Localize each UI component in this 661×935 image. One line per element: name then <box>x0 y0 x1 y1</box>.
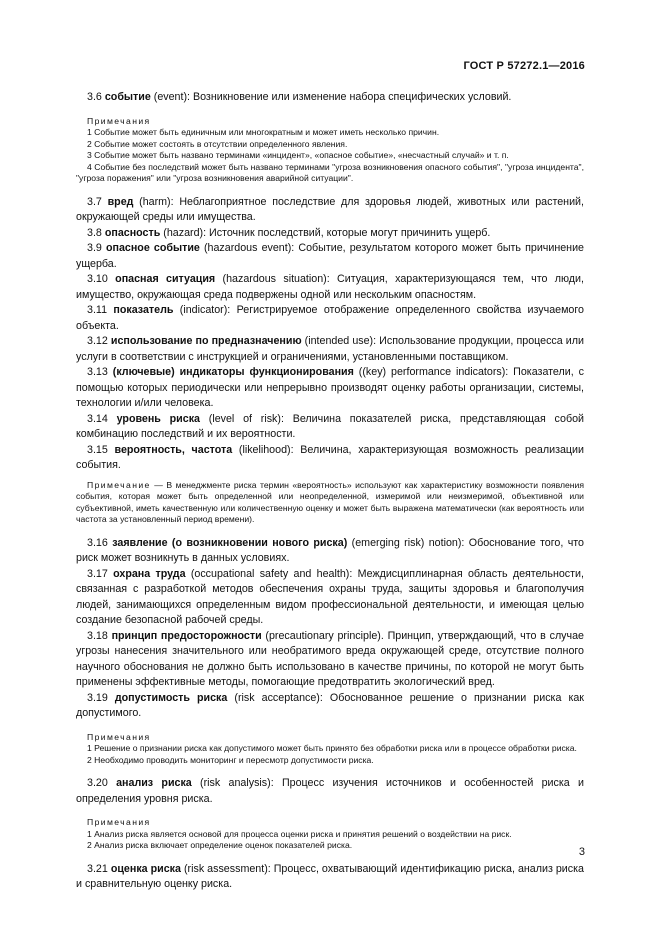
definition-paragraph <box>76 567 584 629</box>
clause-number: 3.12 <box>87 335 108 347</box>
spacer <box>76 807 584 817</box>
definition-text: (event): Возникновение или изменение набора специфических условий. <box>150 91 512 103</box>
term: использование по предназначению <box>110 335 302 347</box>
clause-number: 3.16 <box>87 536 108 549</box>
definition-text: (emerging risk) notion): Обоснование того, что риск может возникнуть в данных условиях. <box>76 536 584 564</box>
notes-heading: Примечания <box>87 731 151 742</box>
document-body <box>76 90 584 893</box>
definition-paragraph <box>76 691 584 722</box>
note-item: 2 Анализ риска включает определение оценок показателей риска. <box>87 840 353 850</box>
definition-text: ((key) performance indicators): Показатели, с помощью которых периодически или непрерывно производят оценку работы организации, системы, технологии и/или человека. <box>76 366 584 409</box>
note-item: 1 Решение о признании риска как допустимого может быть принято без обработки риска или в процессе обработки риска. <box>87 743 577 753</box>
definition-paragraph <box>76 90 584 106</box>
clause-number: 3.7 <box>87 195 102 208</box>
term: опасная ситуация <box>115 273 216 285</box>
spacer <box>76 722 584 732</box>
definition-paragraph <box>76 776 584 807</box>
term: показатель <box>113 304 174 316</box>
clause-number: 3.11 <box>87 304 108 316</box>
note-text: — В менеджменте риска термин «вероятность» используют как характеристику возможности появления события, которая может быть определенной или неопределенной, измеримой или неизмеримой, объективной или субъективной, иметь качественную или количественную оценку и может быть выражена математически (как вероятность или частота за установленный период времени). <box>76 479 584 524</box>
definition-text: (risk acceptance): Обоснованное решение о признании риска как допустимого. <box>76 691 584 719</box>
term: уровень риска <box>116 412 200 425</box>
definition-text: (likelihood): Величина, характеризующая возможность реализации события. <box>76 443 584 471</box>
definition-text: (risk analysis): Процесс изучения источников и особенностей риска и определения уровня риска. <box>76 777 584 805</box>
spacer <box>76 766 584 776</box>
clause-number: 3.19 <box>87 691 108 704</box>
clause-number: 3.14 <box>87 412 108 425</box>
definition-paragraph <box>76 862 584 893</box>
term: охрана труда <box>113 567 186 580</box>
definition-paragraph <box>76 241 584 272</box>
note-item: 2 Событие может состоять в отсутствии определенного явления. <box>87 138 348 149</box>
note-item: 4 Событие без последствий может быть названо терминами "угроза возникновения опасного события", "угроза инцидента", "угроза поражения" или "угроза возникновения аварийной ситуации". <box>76 161 584 183</box>
spacer <box>76 185 584 195</box>
term: оценка риска <box>110 862 181 875</box>
notes-heading: Примечания <box>87 817 151 827</box>
term: заявление (о возникновении нового риска) <box>112 536 348 549</box>
document-code: ГОСТ Р 57272.1—2016 <box>463 60 585 72</box>
clause-number: 3.15 <box>87 443 108 456</box>
definition-paragraph <box>76 365 584 412</box>
term: вероятность, частота <box>114 443 233 456</box>
clause-number: 3.13 <box>87 366 108 378</box>
note-item: 1 Событие может быть единичным или многократным и может иметь несколько причин. <box>87 127 440 137</box>
definition-paragraph <box>76 443 584 474</box>
definition-paragraph <box>76 334 584 365</box>
definition-text: (precautionary principle). Принцип, утверждающий, что в случае угрозы нанесения значительного или необратимого вреда окружающей среде, отсутствие полного научного обоснования не должно быть использовано в качестве причины, по которой не могут быть применены эффективные методы, помогающие предотвратить экологический вред. <box>76 629 584 688</box>
term: опасное событие <box>105 242 200 254</box>
definition-text: (intended use): Использование продукции, процесса или услуги в соответствии с инструкцией и ограничениями, установленными поставщиком. <box>76 335 584 363</box>
definition-text: (hazardous event): Событие, результатом которого может быть причинение ущерба. <box>76 242 584 270</box>
clause-number: 3.21 <box>87 862 108 875</box>
clause-number: 3.9 <box>87 242 102 254</box>
definition-paragraph <box>76 226 584 242</box>
spacer <box>76 852 584 862</box>
clause-number: 3.8 <box>87 226 102 239</box>
clause-number: 3.17 <box>87 567 108 580</box>
clause-number: 3.10 <box>87 273 108 285</box>
term: вред <box>107 195 134 208</box>
definition-text: (hazard): Источник последствий, которые могут причинить ущерб. <box>160 226 491 239</box>
note-item: 2 Необходимо проводить мониторинг и пересмотр допустимости риска. <box>87 754 374 765</box>
definition-text: (hazardous situation): Ситуация, характеризующаяся тем, что люди, имущество, окружающая среда подвержены одной или нескольким опасностям. <box>76 273 584 301</box>
definition-paragraph <box>76 536 584 567</box>
definition-text: (indicator): Регистрируемое отображение определенного свойства изучаемого объекта. <box>76 304 584 332</box>
definition-text: (risk assessment): Процесс, охватывающий идентификацию риска, анализ риска и сравнительную оценку риска. <box>76 862 584 890</box>
note-item: 3 Событие может быть названо терминами «инцидент», «опасное событие», «несчастный случай» и т. п. <box>87 150 509 160</box>
clause-number: 3.6 <box>87 91 102 103</box>
term: анализ риска <box>116 777 192 789</box>
definition-text: (harm): Неблагоприятное последствие для здоровья людей, животных или растений, окружающей среды или имущества. <box>76 195 584 223</box>
term: (ключевые) индикаторы функционирования <box>112 366 354 378</box>
term: допустимость риска <box>114 691 228 704</box>
note-label: Примечание <box>87 479 151 490</box>
clause-number: 3.18 <box>87 629 108 642</box>
definition-paragraph <box>76 412 584 443</box>
term: событие <box>104 91 151 103</box>
definition-text: (occupational safety and health): Междисциплинарная область деятельности, связанная с разработкой методов обеспечения охраны труда, защиты здоровья и благополучия людей, занимающихся определенным видом профессиональной деятельности, и имеющая целью создание безопасной рабочей среды. <box>76 567 584 626</box>
term: принцип предосторожности <box>111 629 262 642</box>
definition-text: (level of risk): Величина показателей риска, представляющая собой комбинацию последствий и их вероятности. <box>76 412 584 440</box>
inline-note <box>76 480 584 526</box>
page-number: 3 <box>578 846 585 858</box>
notes-heading: Примечания <box>87 115 151 126</box>
spacer <box>76 526 584 536</box>
term: опасность <box>104 226 161 239</box>
definition-paragraph <box>76 272 584 303</box>
spacer <box>76 106 584 116</box>
definition-paragraph <box>76 629 584 691</box>
definition-paragraph <box>76 303 584 334</box>
clause-number: 3.20 <box>87 777 108 789</box>
definition-paragraph <box>76 195 584 226</box>
note-item: 1 Анализ риска является основой для процесса оценки риска и принятия решений о воздействии на риск. <box>87 828 512 839</box>
